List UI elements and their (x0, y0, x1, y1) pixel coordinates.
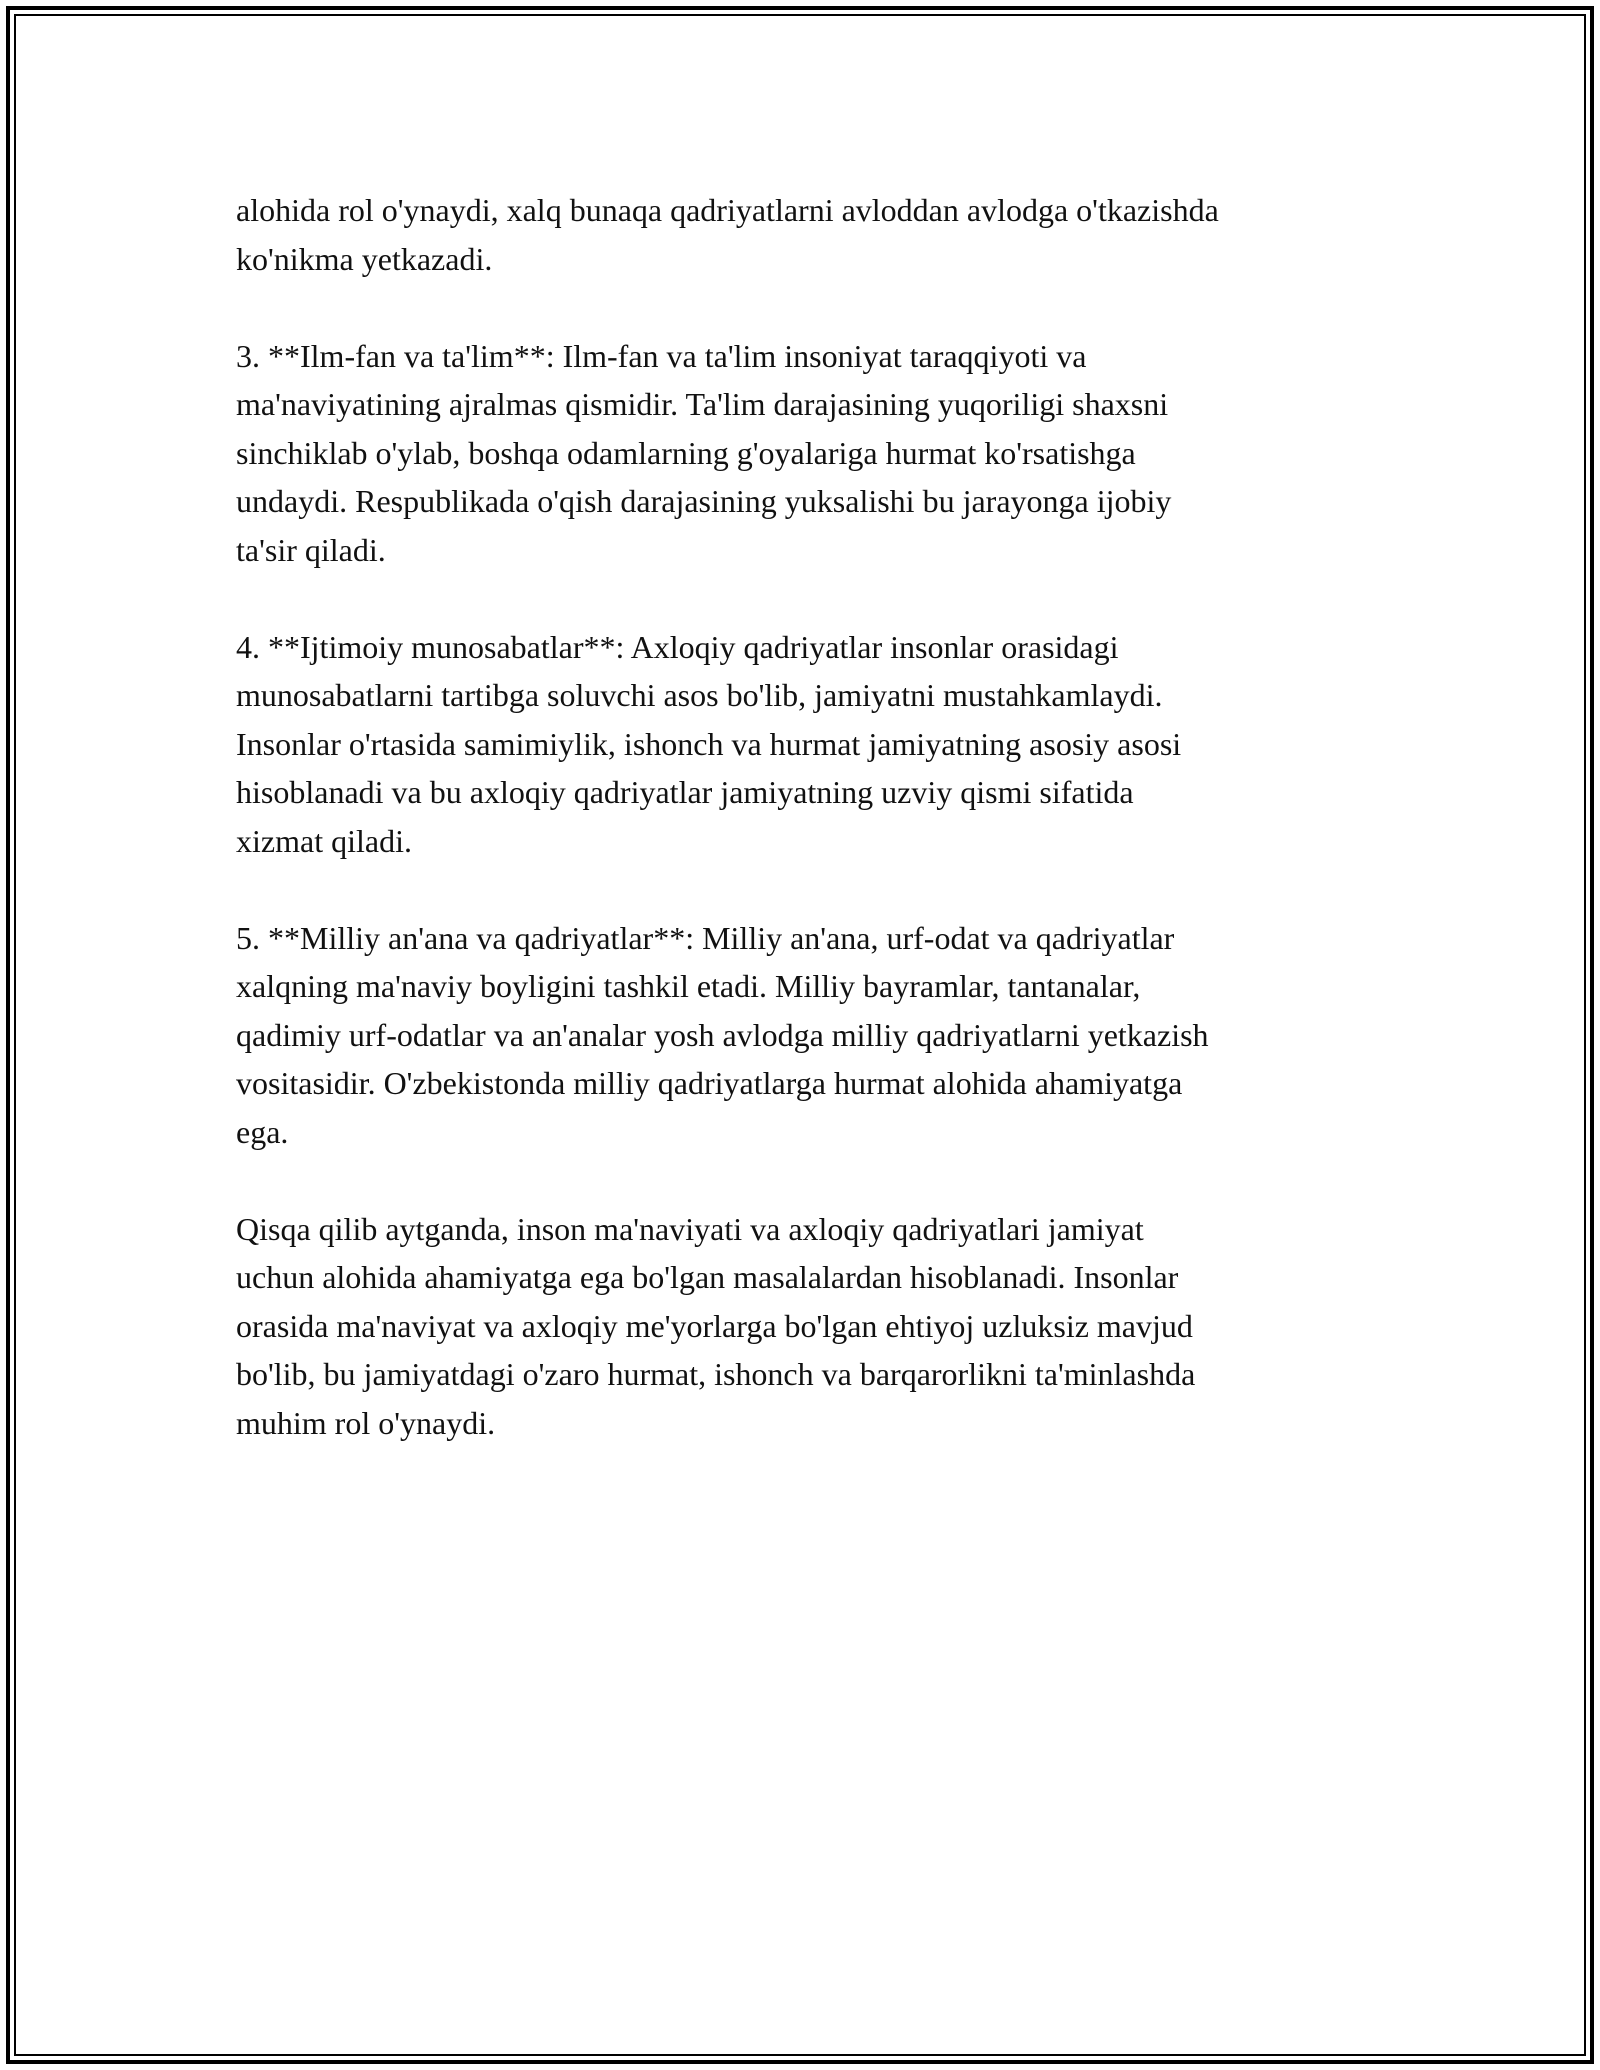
paragraph-conclusion: Qisqa qilib aytganda, inson ma'naviyati va axloqiy qadriyatlari jamiyat uchun alohida ahamiyatga ega bo'lgan masalalardan hisoblanadi. Insonlar orasida ma'naviyat va axloqiy me'yorlarga bo'lgan ehtiyoj uzluksiz mavjud bo'lib, bu jamiyatdagi o'zaro hurmat, ishonch va barqarorlikni ta'minlashda muhim rol o'ynaydi. (236, 1210, 1196, 1441)
paragraph-science-education: 3. **Ilm-fan va ta'lim**: Ilm-fan va ta'lim insoniyat taraqqiyoti va ma'naviyatining ajralmas qismidir. Ta'lim darajasining yuqoriligi shaxsni sinchiklab o'ylab, boshqa odamlarning g'oyalariga hurmat ko'rsatishga undaydi. Respublikada o'qish darajasining yuksalishi bu jarayonga ijobiy ta'sir qiladi. (236, 337, 1172, 568)
paragraph-national-traditions: 5. **Milliy an'ana va qadriyatlar**: Milliy an'ana, urf-odat va qadriyatlar xalqning ma'naviy boyligini tashkil etadi. Milliy bayramlar, tantanalar, qadimiy urf-odatlar va an'analar yosh avlodga milliy qadriyatlarni yetkazish vositasidir. O'zbekistonda milliy qadriyatlarga hurmat alohida ahamiyatga ega. (236, 919, 1209, 1150)
paragraph-social-relations: 4. **Ijtimoiy munosabatlar**: Axloqiy qadriyatlar insonlar orasidagi munosabatlarni tartibga soluvchi asos bo'lib, jamiyatni mustahkamlaydi. Insonlar o'rtasida samimiylik, ishonch va hurmat jamiyatning asosiy asosi hisoblanadi va bu axloqiy qadriyatlar jamiyatning uzviy qismi sifatida xizmat qiladi. (236, 628, 1182, 859)
paragraph-continuation: alohida rol o'ynaydi, xalq bunaqa qadriyatlarni avloddan avlodga o'tkazishda ko'nikma yetkazadi. (236, 192, 1219, 277)
document-body (236, 186, 1396, 1496)
